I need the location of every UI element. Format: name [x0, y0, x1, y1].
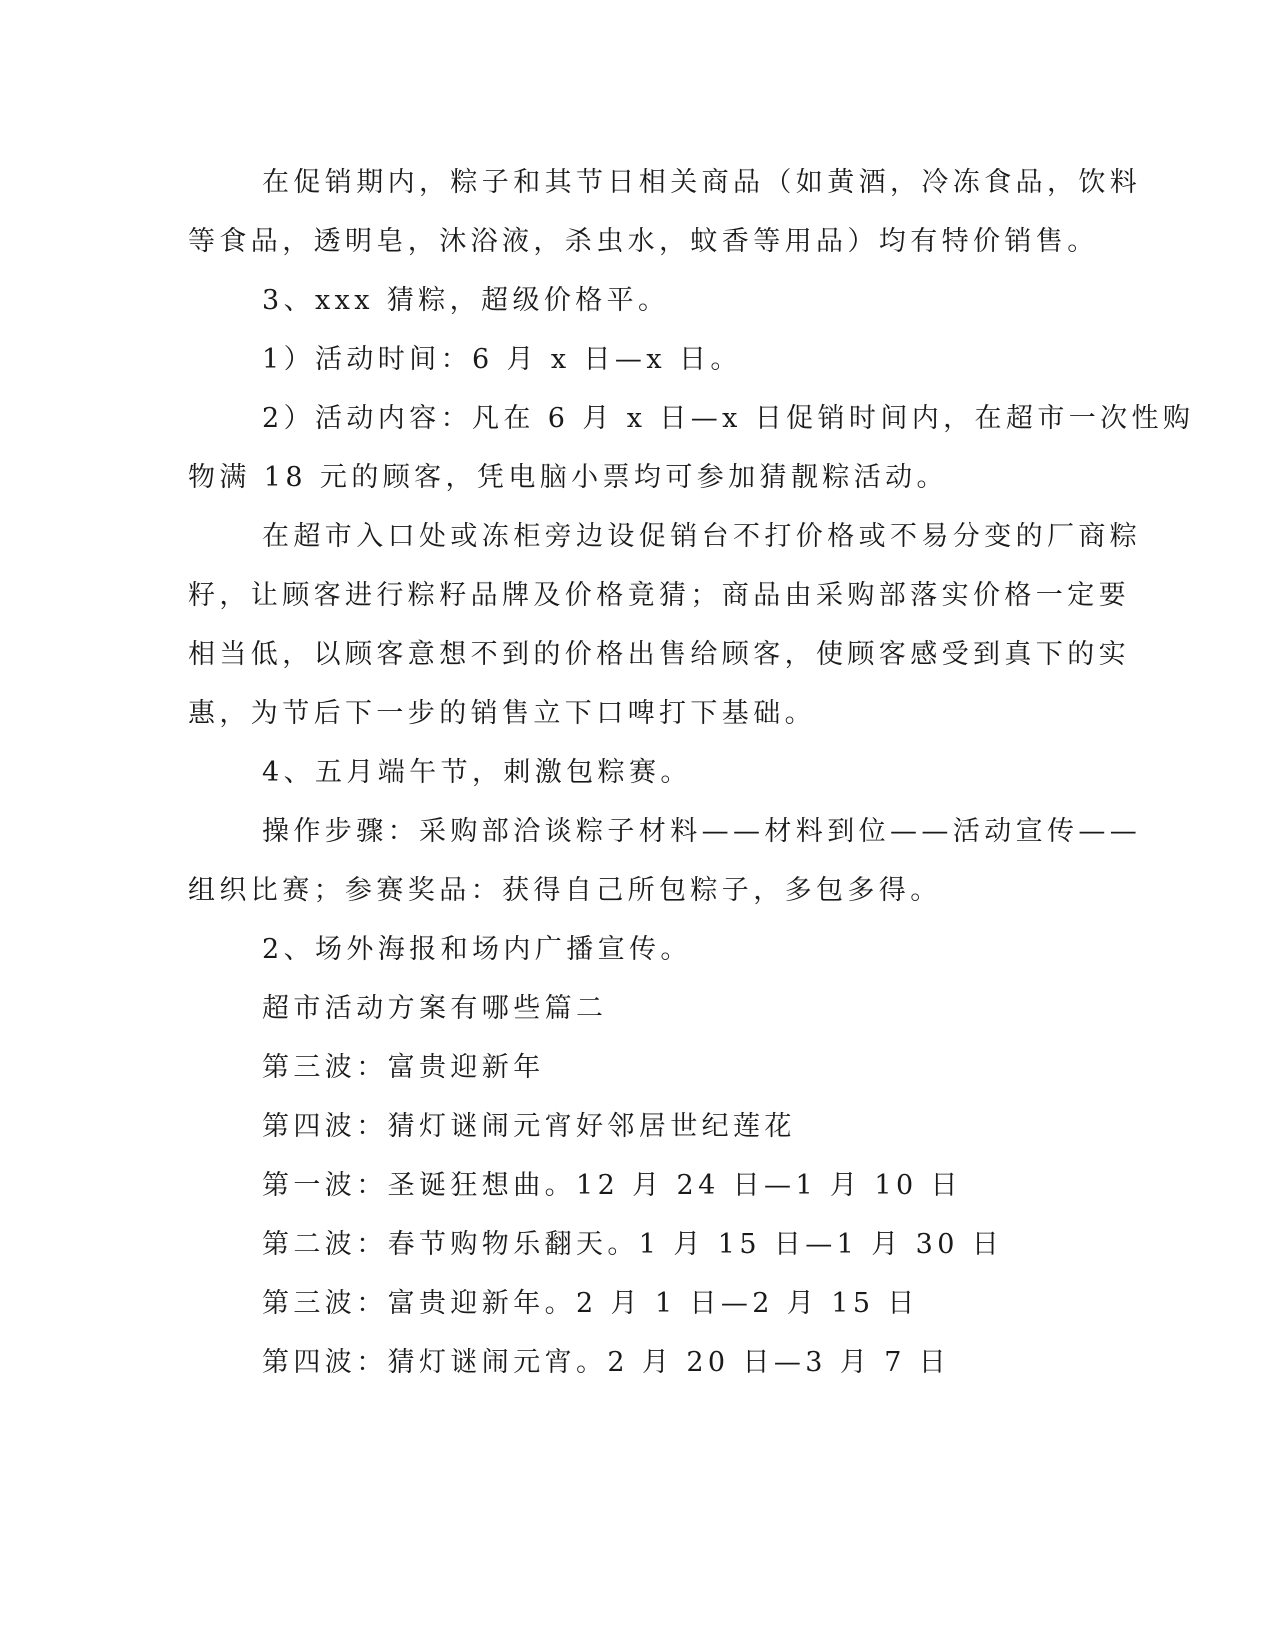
list-item: 2）活动内容：凡在 6 月 x 日—x 日促销时间内，在超市一次性购 [262, 403, 1195, 434]
paragraph-line: 在超市入口处或冻柜旁边设促销台不打价格或不易分变的厂商粽 [262, 521, 1142, 552]
paragraph-line: 等食品，透明皂，沐浴液，杀虫水，蚊香等用品）均有特价销售。 [188, 226, 1099, 257]
list-item: 第一波：圣诞狂想曲。12 月 24 日—1 月 10 日 [262, 1170, 962, 1201]
list-item: 第四波：猜灯谜闹元宵。2 月 20 日—3 月 7 日 [262, 1347, 951, 1378]
list-item: 第三波：富贵迎新年。2 月 1 日—2 月 15 日 [262, 1288, 919, 1319]
list-item: 第二波：春节购物乐翻天。1 月 15 日—1 月 30 日 [262, 1229, 1004, 1260]
list-item: 第四波：猜灯谜闹元宵好邻居世纪莲花 [262, 1111, 796, 1142]
paragraph-line: 组织比赛；参赛奖品：获得自己所包粽子，多包多得。 [188, 875, 942, 906]
list-item: 1）活动时间：6 月 x 日—x 日。 [262, 344, 742, 375]
paragraph-line: 物满 18 元的顾客，凭电脑小票均可参加猜靓粽活动。 [188, 462, 948, 493]
document-title: 超市活动方案有哪些篇二 [262, 993, 608, 1024]
section-heading: 2、场外海报和场内广播宣传。 [262, 934, 692, 965]
list-item: 第三波：富贵迎新年 [262, 1052, 545, 1083]
section-heading: 4、五月端午节，刺激包粽赛。 [262, 757, 692, 788]
paragraph-line: 操作步骤：采购部洽谈粽子材料——材料到位——活动宣传—— [262, 816, 1142, 847]
paragraph-line: 籽，让顾客进行粽籽品牌及价格竟猜；商品由采购部落实价格一定要 [188, 580, 1130, 611]
paragraph-line: 惠，为节后下一步的销售立下口啤打下基础。 [188, 698, 816, 729]
paragraph-line: 相当低，以顾客意想不到的价格出售给顾客，使顾客感受到真下的实 [188, 639, 1130, 670]
paragraph-line: 在促销期内，粽子和其节日相关商品（如黄酒，冷冻食品，饮料 [262, 167, 1142, 198]
section-heading: 3、xxx 猜粽，超级价格平。 [262, 285, 670, 316]
